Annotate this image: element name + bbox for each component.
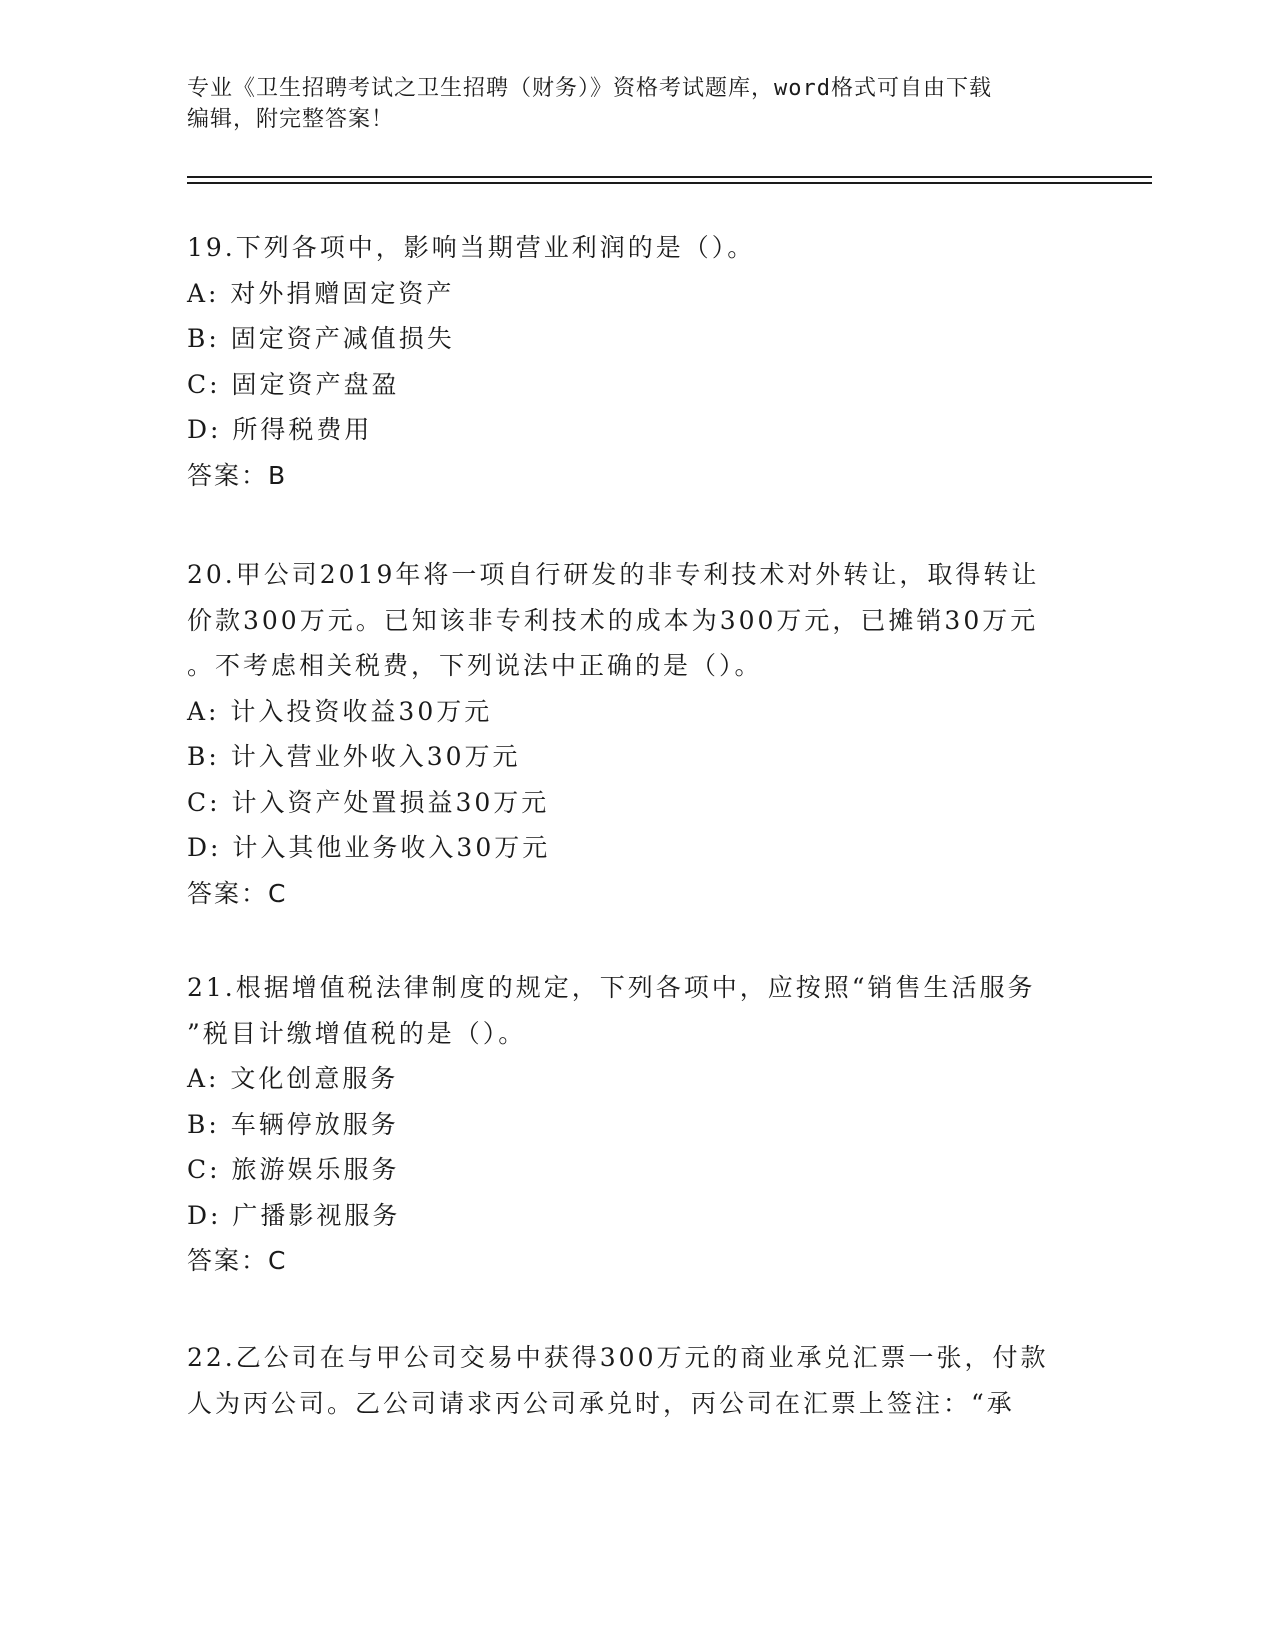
option-a: A: 文化创意服务: [187, 1064, 399, 1093]
question-stem-line-2: 价款300万元。已知该非专利技术的成本为300万元，已摊销30万元: [187, 605, 1039, 635]
question-stem-line-1: 22.乙公司在与甲公司交易中获得300万元的商业承兑汇票一张，付款: [187, 1343, 1049, 1372]
question-stem-line-2: 人为丙公司。乙公司请求丙公司承兑时，丙公司在汇票上签注：“承: [187, 1388, 1015, 1418]
header-divider-bottom: [187, 182, 1152, 184]
option-a: A: 计入投资收益30万元: [187, 696, 493, 726]
option-b: B: 固定资产减值损失: [187, 324, 455, 353]
answer: 答案：C: [187, 1246, 288, 1275]
question-19: [187, 225, 1087, 498]
option-a: A: 对外捐赠固定资产: [187, 278, 455, 308]
question-stem-line-1: 20.甲公司2019年将一项自行研发的非专利技术对外转让，取得转让: [187, 560, 1040, 589]
question-stem-line-3: 。不考虑相关税费，下列说法中正确的是（）。: [187, 651, 763, 680]
option-d: D: 所得税费用: [187, 415, 373, 444]
question-stem-line-2: ”税目计缴增值税的是（）。: [187, 1018, 527, 1048]
option-b: B: 车辆停放服务: [187, 1109, 399, 1139]
option-c: C: 计入资产处置损益30万元: [187, 787, 550, 817]
question-stem: 19.下列各项中，影响当期营业利润的是（）。: [187, 233, 756, 262]
header-line-2: 编辑，附完整答案！: [187, 107, 395, 132]
header-divider-top: [187, 176, 1152, 178]
option-d: D: 广播影视服务: [187, 1200, 401, 1230]
question-stem-line-1: 21.根据增值税法律制度的规定，下列各项中，应按照“销售生活服务: [187, 973, 1036, 1002]
question-22: [187, 1335, 1087, 1426]
question-21: [187, 965, 1087, 1284]
header-line-1: 专业《卫生招聘考试之卫生招聘（财务）》资格考试题库，word格式可自由下载: [187, 76, 992, 101]
option-b: B: 计入营业外收入30万元: [187, 742, 521, 771]
option-c: C: 旅游娱乐服务: [187, 1155, 400, 1184]
option-c: C: 固定资产盘盈: [187, 369, 400, 399]
option-d: D: 计入其他业务收入30万元: [187, 833, 551, 862]
question-20: [187, 552, 1087, 916]
answer: 答案：C: [187, 878, 288, 908]
answer: 答案：B: [187, 460, 288, 490]
document-header: [187, 73, 1087, 135]
